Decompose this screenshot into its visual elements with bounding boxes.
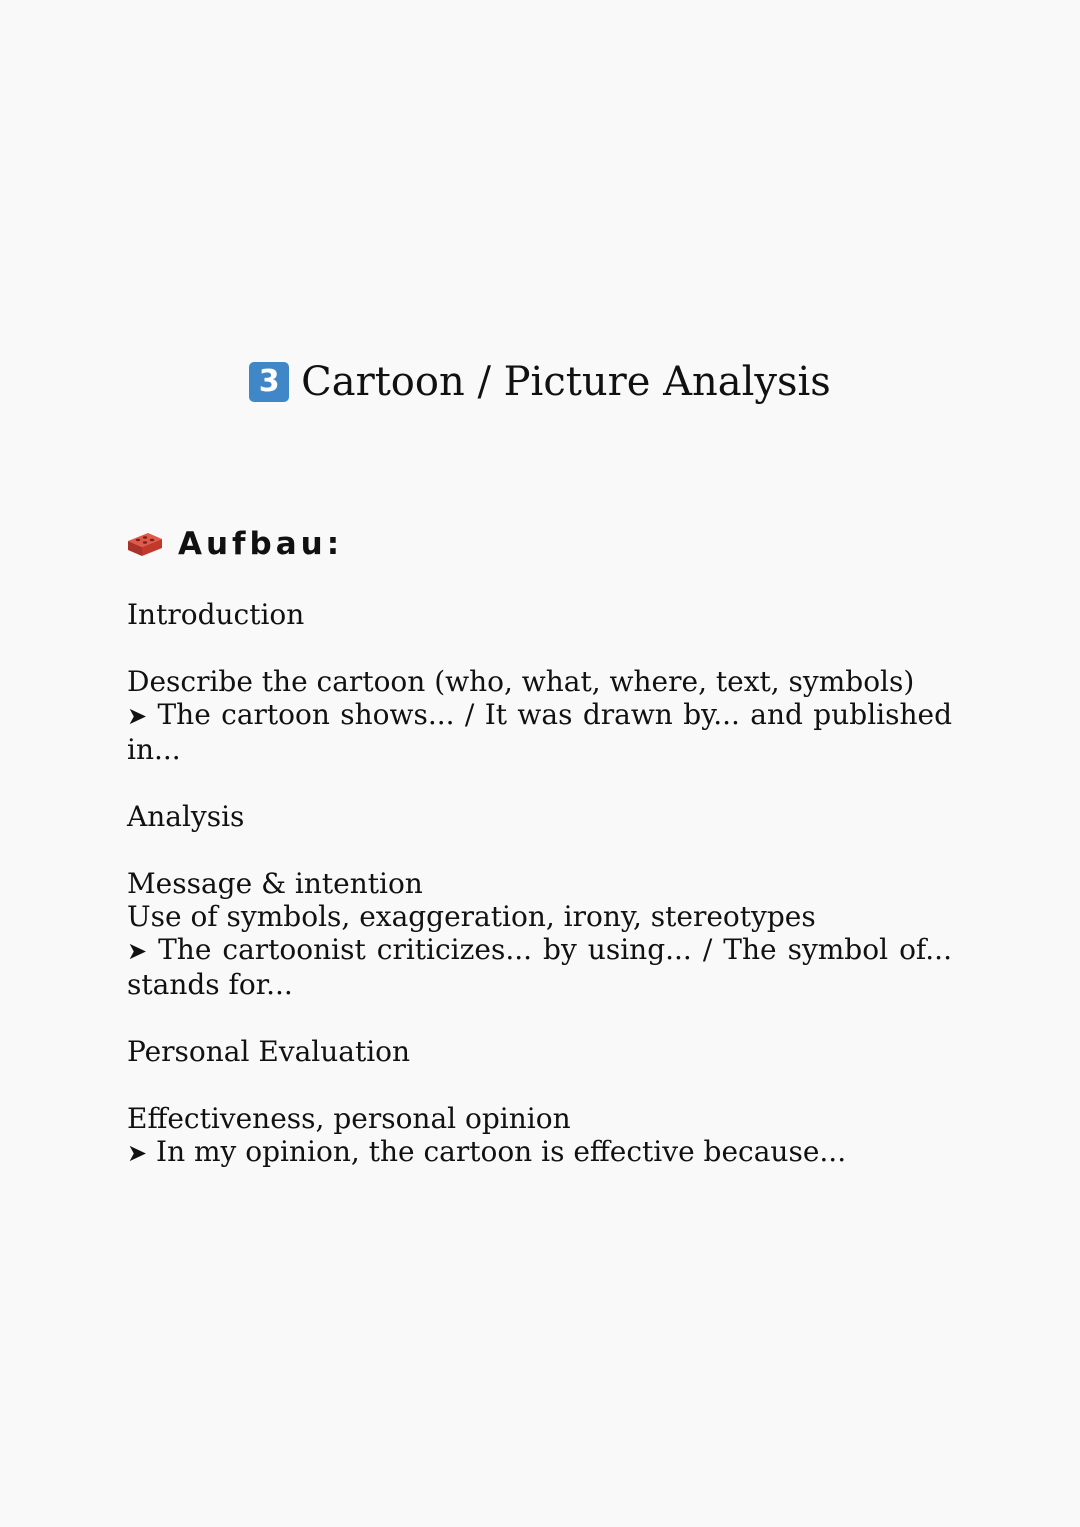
step-description: Describe the cartoon (who, what, where, text, symbols) [127,665,915,698]
step-introduction [127,598,952,631]
step-heading: Analysis [127,800,245,833]
section-heading-row [126,524,343,564]
step-heading: Personal Evaluation [127,1035,411,1068]
step-description: Message & intention [127,867,423,900]
phrase-text: In my opinion, the cartoon is effective because... [156,1135,847,1168]
section-heading: Aufbau: [178,526,344,562]
phrase-line [127,933,952,1001]
step-analysis-details [127,867,952,1001]
step-heading: Introduction [127,598,305,631]
step-evaluation-details [127,1102,952,1170]
step-introduction-details [127,665,952,766]
phrase-text: The cartoonist criticizes... by using... / The symbol of... stands for... [127,933,952,1001]
step-evaluation [127,1035,952,1068]
arrow-icon: ➤ [127,1139,148,1167]
step-analysis [127,800,952,833]
phrase-line [127,698,952,766]
page-title-row [0,356,1080,408]
phrase-text: The cartoon shows... / It was drawn by... and published in... [127,698,952,766]
arrow-icon: ➤ [127,937,148,965]
arrow-icon: ➤ [127,702,148,730]
phrase-line [127,1135,952,1170]
step-description: Effectiveness, personal opinion [127,1102,571,1135]
brick-icon [126,529,164,559]
content-body [127,598,952,1204]
number-badge: 3 [249,362,289,402]
page-title: Cartoon / Picture Analysis [301,359,831,405]
step-description: Use of symbols, exaggeration, irony, stereotypes [127,900,816,933]
